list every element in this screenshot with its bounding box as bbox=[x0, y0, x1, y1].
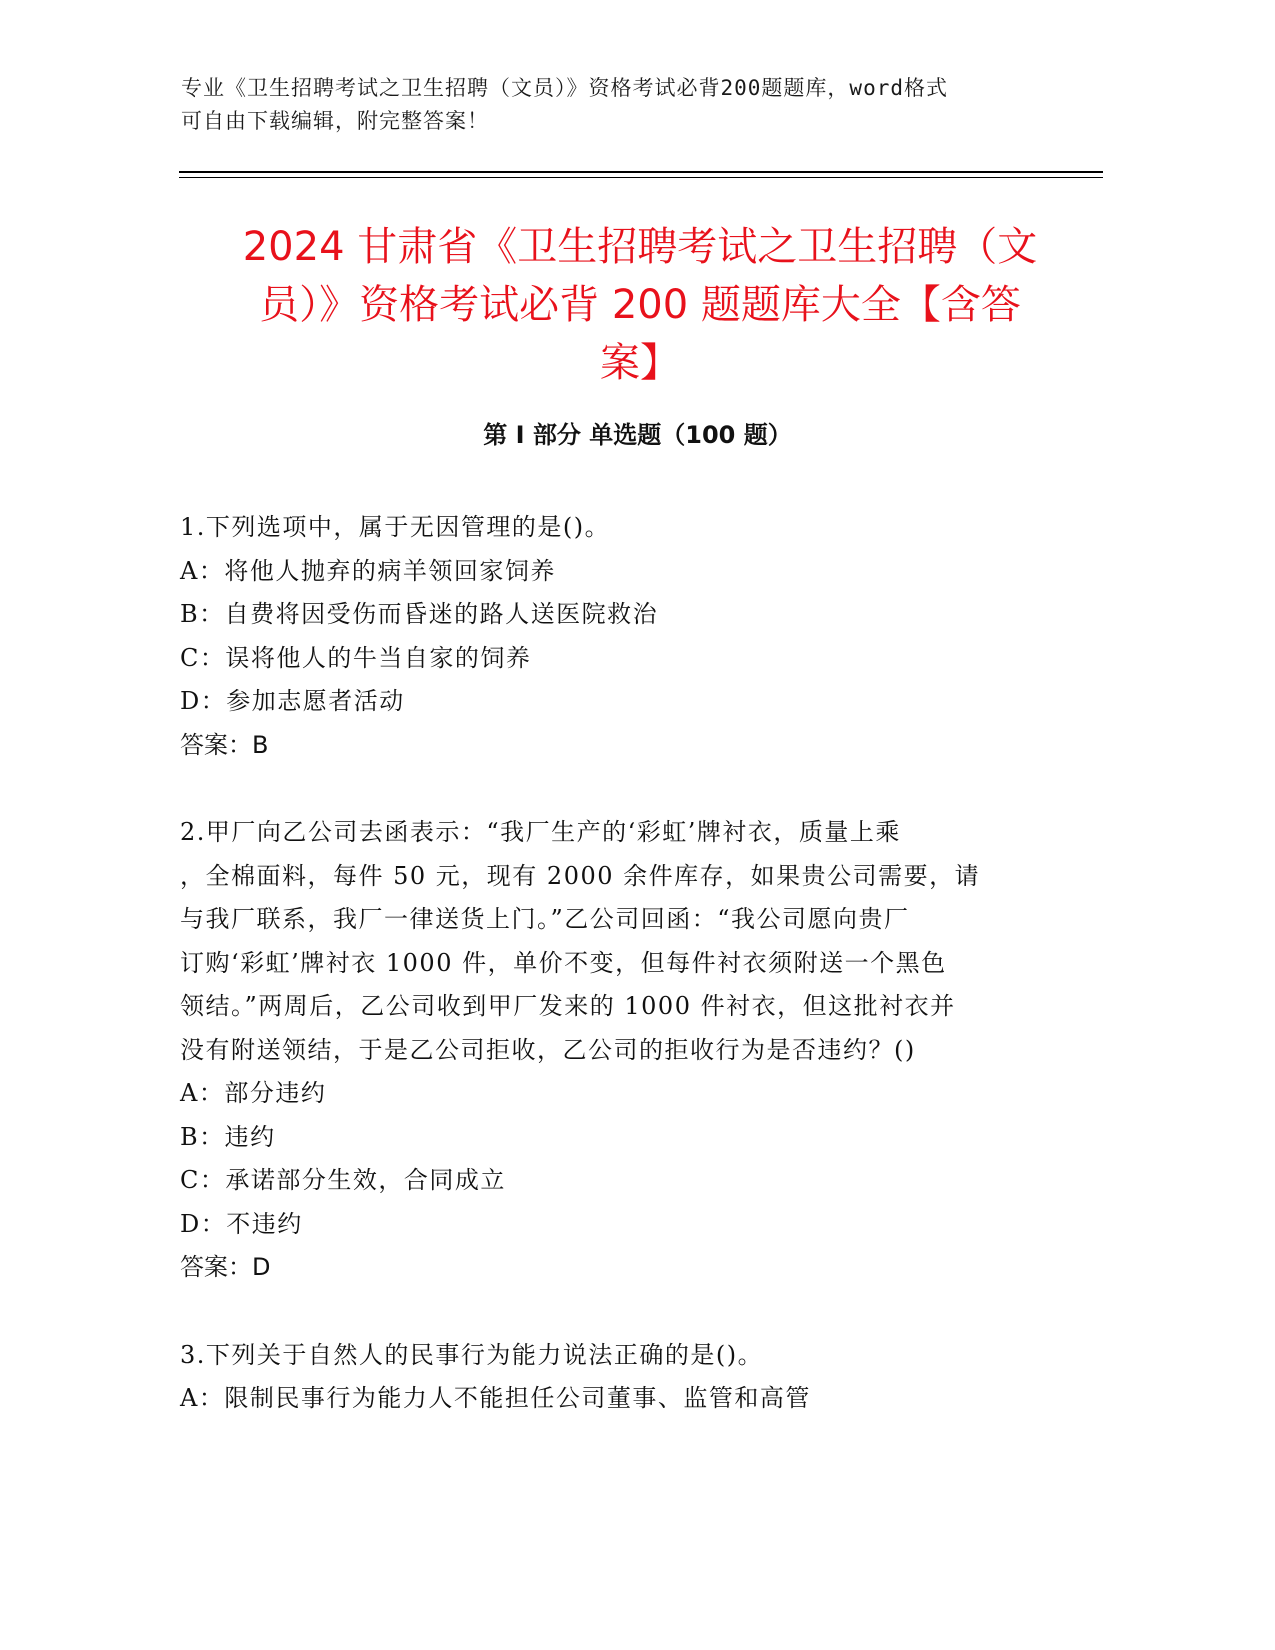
option-d: D：不违约 bbox=[180, 1209, 303, 1238]
question-text-line-2: ，全棉面料，每件 50 元，现有 2000 余件库存，如果贵公司需要，请 bbox=[180, 861, 981, 890]
question-1 bbox=[180, 506, 1040, 767]
option-c: C：承诺部分生效，合同成立 bbox=[180, 1166, 506, 1194]
option-a: A：部分违约 bbox=[180, 1079, 327, 1107]
document-title bbox=[150, 218, 1130, 392]
option-d: D：参加志愿者活动 bbox=[180, 687, 405, 715]
answer: 答案：D bbox=[180, 1253, 271, 1281]
question-text-line-1: 2.甲厂向乙公司去函表示：“我厂生产的‘彩虹’牌衬衣，质量上乘 bbox=[180, 818, 901, 846]
header-note-line-2: 可自由下载编辑，附完整答案！ bbox=[181, 109, 489, 133]
option-b: B：违约 bbox=[180, 1122, 276, 1151]
question-text-line-4: 订购‘彩虹’牌衬衣 1000 件，单价不变，但每件衬衣须附送一个黑色 bbox=[180, 948, 947, 977]
question-text: 1.下列选项中，属于无因管理的是()。 bbox=[180, 513, 611, 541]
option-b: B：自费将因受伤而昏迷的路人送医院救治 bbox=[180, 600, 659, 628]
question-text: 3.下列关于自然人的民事行为能力说法正确的是()。 bbox=[180, 1340, 764, 1369]
question-list bbox=[180, 506, 1040, 1465]
option-c: C：误将他人的牛当自家的饲养 bbox=[180, 643, 532, 672]
option-a: A：限制民事行为能力人不能担任公司董事、监管和高管 bbox=[180, 1384, 811, 1412]
question-3 bbox=[180, 1334, 1040, 1421]
document-header-note bbox=[181, 72, 1041, 138]
option-a: A：将他人抛弃的病羊领回家饲养 bbox=[180, 556, 556, 585]
answer: 答案：B bbox=[180, 730, 269, 759]
header-divider-thick bbox=[179, 171, 1103, 173]
section-heading: 第 I 部分 单选题（100 题） bbox=[483, 421, 792, 449]
title-line-1: 2024 甘肃省《卫生招聘考试之卫生招聘（文 bbox=[242, 224, 1038, 270]
header-note-line-1: 专业《卫生招聘考试之卫生招聘（文员）》资格考试必背200题题库，word格式 bbox=[181, 76, 948, 100]
question-text-line-6: 没有附送领结，于是乙公司拒收，乙公司的拒收行为是否违约？() bbox=[180, 1035, 916, 1064]
title-line-3: 案】 bbox=[600, 340, 680, 386]
question-2 bbox=[180, 811, 1040, 1290]
question-text-line-3: 与我厂联系，我厂一律送货上门。”乙公司回函：“我公司愿向贵厂 bbox=[180, 905, 910, 933]
title-line-2: 员）》资格考试必背 200 题题库大全【含答 bbox=[259, 282, 1021, 328]
question-text-line-5: 领结。”两周后，乙公司收到甲厂发来的 1000 件衬衣，但这批衬衣并 bbox=[180, 992, 956, 1020]
header-divider-thin bbox=[179, 177, 1103, 178]
